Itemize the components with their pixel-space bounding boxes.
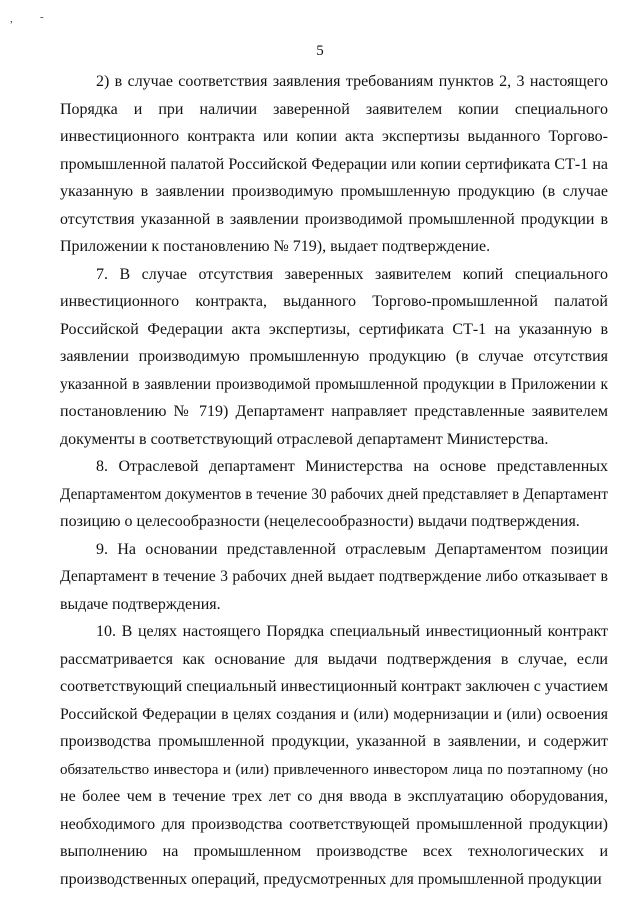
text-line: 10. В целях настоящего Порядка специальный инвестиционный контракт [96,623,608,640]
text-line: 2) в случае соответствия заявления требованиям пунктов 2, 3 настоящего [96,73,608,90]
text-line: инвестиционного контракта или копии акта экспертизы выданного Торгово- [60,128,608,145]
text-line: Российской Федерации в целях создания и (или) модернизации и (или) освоения [60,705,608,723]
text-line: рассматривается как основание для выдачи подтверждения в случае, если [60,650,608,668]
margin-comma-mark: , [10,13,13,25]
text-line: 9. На основании представленной отраслевым Департаментом позиции [96,540,608,558]
text-line: заявлении производимую промышленную продукцию (в случае отсутствия [60,348,608,365]
text-line: промышленной палатой Российской Федерации или копии сертификата СТ-1 на [60,155,608,173]
text-line: производства промышленной продукции, указанной в заявлении, и содержит [60,733,608,750]
text-line: необходимого для производства соответствующей промышленной продукции) [60,815,608,833]
text-line: соответствующий специальный инвестиционный контракт заключен с участием [60,678,608,695]
paragraph-p-8 [60,457,608,540]
document-body [60,72,608,897]
text-line: позицию о целесообразности (нецелесообразности) выдачи подтверждения. [60,513,580,530]
text-line: Российской Федерации акта экспертизы, сертификата СТ-1 на указанную в [60,320,608,338]
text-line: Департаментом документов в течение 30 рабочих дней представляет в Департамент [60,485,608,503]
paragraph-p-item-2 [60,72,608,265]
margin-tick-mark: - [40,11,44,23]
text-line: документы в соответствующий отраслевой департамент Министерства. [60,430,549,448]
paragraph-p-9 [60,540,608,623]
text-line: указанной в заявлении производимой промышленной продукции в Приложении к [60,375,608,393]
text-line: Департамент в течение 3 рабочих дней выдает подтверждение либо отказывает в [60,568,608,585]
text-line: не более чем в течение трех лет со дня ввода в эксплуатацию оборудования, [60,788,608,805]
text-line: 7. В случае отсутствия заверенных заявителем копий специального [96,265,608,283]
text-line: Приложении к постановлению № 719), выдает подтверждение. [60,238,491,255]
text-line: отсутствия указанной в заявлении производимой промышленной продукции в [60,210,608,228]
text-line: выдаче подтверждения. [60,595,221,613]
text-line: инвестиционного контракта, выданного Торгово-промышленной палатой [60,293,608,310]
text-line: обязательство инвестора и (или) привлеченного инвестором лица по поэтапному (но [60,761,608,778]
text-line: производственных операций, предусмотренных для промышленной продукции [60,870,602,888]
text-line: постановлению № 719) Департамент направляет представленные заявителем [60,403,608,420]
paragraph-p-10 [60,622,608,897]
paragraph-p-7 [60,265,608,458]
text-line: выполнению на промышленном производстве всех технологических и [60,843,608,860]
text-line: указанную в заявлении производимую промышленную продукцию (в случае [60,183,608,200]
text-line: Порядка и при наличии заверенной заявителем копии специального [60,100,608,118]
text-line: 8. Отраслевой департамент Министерства на основе представленных [96,458,608,475]
page-number: 5 [316,43,324,59]
